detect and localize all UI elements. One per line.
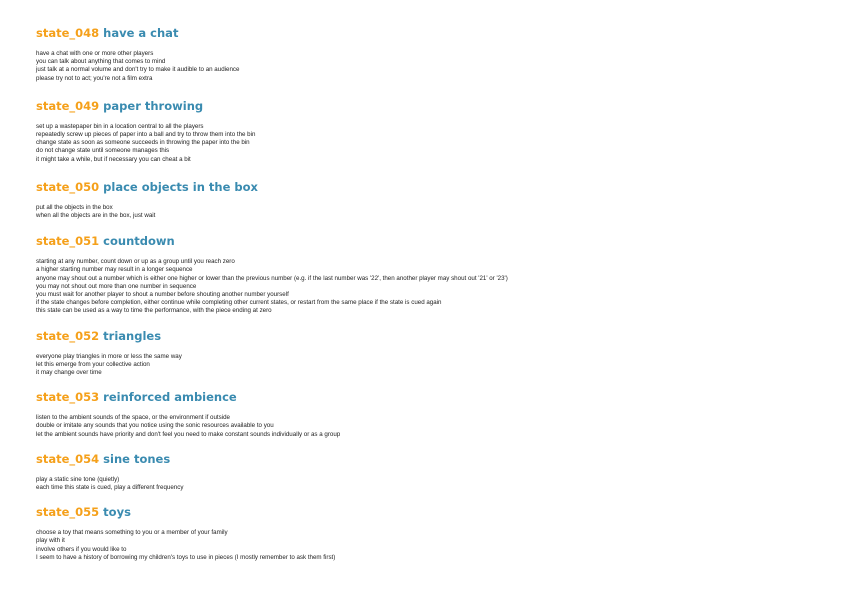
state-title: countdown <box>103 234 175 249</box>
instruction-line: involve others if you would like to <box>36 545 127 553</box>
instruction-line: double or imitate any sounds that you notice using the sonic resources available to you <box>36 422 274 430</box>
state-section-053 <box>36 390 836 439</box>
state-heading <box>36 99 836 113</box>
state-section-050 <box>36 180 836 220</box>
instruction-line: change state as soon as someone succeeds in throwing the paper into the bin <box>36 139 250 147</box>
state-id: state_051 <box>36 234 100 249</box>
state-title: triangles <box>103 328 162 343</box>
instruction-line: do not change state until someone manages this <box>36 147 170 155</box>
state-id: state_048 <box>36 26 100 40</box>
state-heading <box>36 234 836 248</box>
state-heading <box>36 452 836 466</box>
instruction-line: play a static sine tone (quietly) <box>36 475 120 483</box>
state-id: state_050 <box>36 179 100 194</box>
instruction-line: repeatedly screw up pieces of paper into a ball and try to throw them into the bin <box>36 131 256 139</box>
state-title: toys <box>103 505 131 520</box>
instruction-line: play with it <box>36 537 65 545</box>
state-instructions <box>36 476 836 492</box>
state-heading <box>36 26 836 40</box>
state-instructions <box>36 414 836 439</box>
state-section-049 <box>36 99 836 164</box>
instruction-line: it may change over time <box>36 369 102 377</box>
instruction-line: this state can be used as a way to time the performance, with the piece ending at zero <box>36 307 272 315</box>
instruction-line: starting at any number, count down or up as a group until you reach zero <box>36 258 235 266</box>
instruction-line: it might take a while, but if necessary you can cheat a bit <box>36 155 191 163</box>
instruction-line: choose a toy that means something to you or a member of your family <box>36 529 228 537</box>
state-heading <box>36 390 836 404</box>
instruction-line: I seem to have a history of borrowing my children's toys to use in pieces (I mostly remember to ask them first) <box>36 553 336 561</box>
state-section-055 <box>36 505 836 562</box>
instruction-line: a higher starting number may result in a longer sequence <box>36 266 193 274</box>
instruction-line: you must wait for another player to shout a number before shouting another number yourself <box>36 291 289 299</box>
state-section-051 <box>36 234 836 315</box>
state-instructions <box>36 258 836 315</box>
state-title: place objects in the box <box>103 179 258 194</box>
state-instructions <box>36 529 836 562</box>
instruction-line: have a chat with one or more other players <box>36 50 154 57</box>
instruction-line: set up a wastepaper bin in a location central to all the players <box>36 122 204 130</box>
state-heading <box>36 329 836 343</box>
state-heading <box>36 180 836 194</box>
state-instructions <box>36 123 836 164</box>
state-section-052 <box>36 329 836 378</box>
state-title: reinforced ambience <box>103 390 237 405</box>
state-id: state_053 <box>36 390 100 405</box>
state-section-054 <box>36 452 836 492</box>
state-section-048 <box>36 26 836 83</box>
instruction-line: listen to the ambient sounds of the space, or the environment if outside <box>36 414 230 422</box>
instruction-line: anyone may shout out a number which is either one higher or lower than the previous number (e.g. if the last number was '22', then another player may shout out '21' or '23') <box>36 274 508 282</box>
state-id: state_049 <box>36 98 100 113</box>
state-instructions <box>36 353 836 378</box>
instruction-line: you may not shout out more than one number in sequence <box>36 282 197 290</box>
state-title: sine tones <box>103 451 171 466</box>
instruction-line: everyone play triangles in more or less the same way <box>36 352 182 360</box>
state-title: paper throwing <box>103 98 204 113</box>
instruction-line: please try not to act; you're not a film extra <box>36 74 153 82</box>
state-instructions <box>36 204 836 220</box>
instruction-line: let the ambient sounds have priority and don't feel you need to make constant sounds individually or as a group <box>36 430 341 438</box>
state-instructions <box>36 50 836 83</box>
instruction-line: you can talk about anything that comes to mind <box>36 58 166 66</box>
instruction-line: each time this state is cued, play a different frequency <box>36 484 184 492</box>
state-list <box>36 26 836 562</box>
instruction-line: when all the objects are in the box, just wait <box>36 212 156 220</box>
instruction-line: let this emerge from your collective action <box>36 360 150 368</box>
state-title: have a chat <box>103 26 179 40</box>
state-id: state_052 <box>36 328 100 343</box>
instruction-line: if the state changes before completion, either continue while completing other current states, or restart from the same place if the state is cued again <box>36 299 442 307</box>
state-id: state_054 <box>36 451 100 466</box>
state-heading <box>36 505 836 519</box>
instruction-line: put all the objects in the box <box>36 203 113 211</box>
state-id: state_055 <box>36 505 100 520</box>
instruction-line: just talk at a normal volume and don't try to make it audible to an audience <box>36 66 240 74</box>
